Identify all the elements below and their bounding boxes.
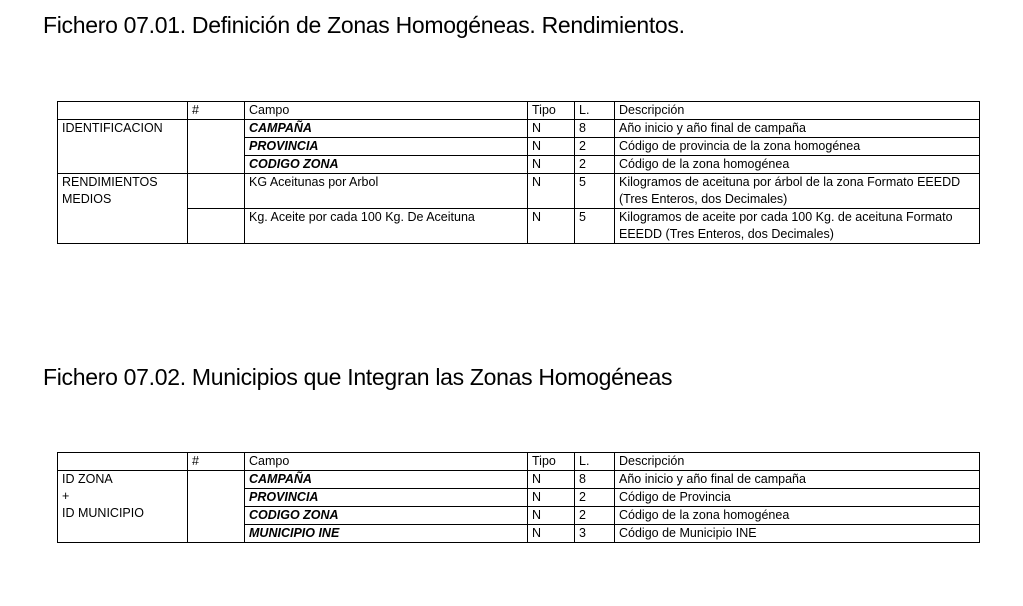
desc-cell: Código de Municipio INE <box>615 525 980 543</box>
header-desc: Descripción <box>615 102 980 120</box>
header-len: L. <box>575 453 615 471</box>
len-cell: 2 <box>575 507 615 525</box>
tipo-cell: N <box>528 489 575 507</box>
len-cell: 3 <box>575 525 615 543</box>
len-cell: 5 <box>575 174 615 209</box>
len-cell: 5 <box>575 209 615 244</box>
campo-cell: Kg. Aceite por cada 100 Kg. De Aceituna <box>245 209 528 244</box>
header-len: L. <box>575 102 615 120</box>
len-cell: 2 <box>575 489 615 507</box>
tipo-cell: N <box>528 174 575 209</box>
header-group <box>58 453 188 471</box>
desc-cell: Código de provincia de la zona homogénea <box>615 138 980 156</box>
section2-title: Fichero 07.02. Municipios que Integran las Zonas Homogéneas <box>43 364 673 390</box>
desc-cell: Año inicio y año final de campaña <box>615 120 980 138</box>
campo-cell: KG Aceitunas por Arbol <box>245 174 528 209</box>
tipo-cell: N <box>528 156 575 174</box>
group-label: IDENTIFICACION <box>58 120 188 174</box>
zonas-homogeneas-table <box>57 101 980 244</box>
campo-cell: PROVINCIA <box>245 489 528 507</box>
table-row <box>58 209 980 244</box>
table-header-row <box>58 453 980 471</box>
len-cell: 8 <box>575 471 615 489</box>
municipios-table <box>57 452 980 543</box>
desc-cell: Kilogramos de aceituna por árbol de la zona Formato EEEDD (Tres Enteros, dos Decimales) <box>615 174 980 209</box>
tipo-cell: N <box>528 525 575 543</box>
campo-cell: CAMPAÑA <box>245 471 528 489</box>
group-label <box>58 471 188 543</box>
header-campo: Campo <box>245 453 528 471</box>
group-line: ID MUNICIPIO <box>62 506 144 520</box>
tipo-cell: N <box>528 507 575 525</box>
len-cell: 2 <box>575 138 615 156</box>
group-label: RENDIMIENTOS MEDIOS <box>58 174 188 244</box>
header-desc: Descripción <box>615 453 980 471</box>
len-cell: 8 <box>575 120 615 138</box>
header-hash: # <box>188 102 245 120</box>
header-group <box>58 102 188 120</box>
table-row <box>58 174 980 209</box>
table-row <box>58 120 980 138</box>
desc-cell: Código de la zona homogénea <box>615 507 980 525</box>
len-cell: 2 <box>575 156 615 174</box>
hash-cell <box>188 120 245 174</box>
hash-cell <box>188 209 245 244</box>
group-line: ID ZONA <box>62 472 113 486</box>
tipo-cell: N <box>528 209 575 244</box>
campo-cell: CAMPAÑA <box>245 120 528 138</box>
desc-cell: Código de Provincia <box>615 489 980 507</box>
hash-cell <box>188 471 245 543</box>
tipo-cell: N <box>528 120 575 138</box>
desc-cell: Código de la zona homogénea <box>615 156 980 174</box>
campo-cell: PROVINCIA <box>245 138 528 156</box>
group-line: + <box>62 489 70 503</box>
header-hash: # <box>188 453 245 471</box>
desc-cell: Año inicio y año final de campaña <box>615 471 980 489</box>
table-header-row <box>58 102 980 120</box>
tipo-cell: N <box>528 138 575 156</box>
campo-cell: CODIGO ZONA <box>245 507 528 525</box>
section1-title: Fichero 07.01. Definición de Zonas Homogéneas. Rendimientos. <box>43 12 685 38</box>
header-tipo: Tipo <box>528 453 575 471</box>
hash-cell <box>188 174 245 209</box>
header-campo: Campo <box>245 102 528 120</box>
table-row <box>58 471 980 489</box>
header-tipo: Tipo <box>528 102 575 120</box>
desc-cell: Kilogramos de aceite por cada 100 Kg. de aceituna Formato EEEDD (Tres Enteros, dos Decimales) <box>615 209 980 244</box>
campo-cell: MUNICIPIO INE <box>245 525 528 543</box>
tipo-cell: N <box>528 471 575 489</box>
campo-cell: CODIGO ZONA <box>245 156 528 174</box>
